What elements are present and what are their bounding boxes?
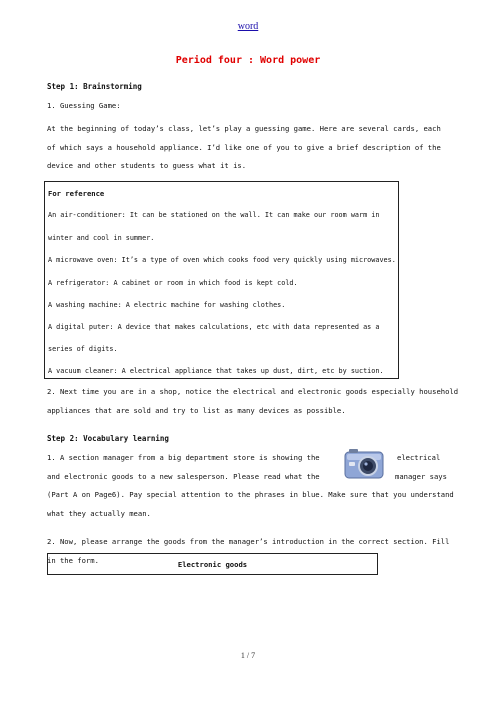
step2-heading: Step 2: Vocabulary learning: [47, 434, 169, 443]
line-part: and electronic goods to a new salesperson. Please read what the: [47, 471, 320, 481]
paragraph-line: what they actually mean.: [47, 508, 151, 518]
step1-item1-label: 1. Guessing Game:: [47, 101, 121, 110]
page-number: 1 / 7: [240, 651, 256, 660]
reference-line: winter and cool in summer.: [48, 234, 155, 242]
step1-item1-paragraph: [47, 120, 449, 176]
paragraph-line: in the form.: [47, 555, 99, 565]
step1-heading: Step 1: Brainstorming: [47, 82, 142, 91]
electronic-goods-table: [47, 553, 378, 575]
reference-line: A vacuum cleaner: A electrical appliance that takes up dust, dirt, etc by suction.: [48, 367, 384, 375]
reference-box: [44, 181, 399, 379]
paragraph-line: of which says a household appliance. I’d like one of you to give a brief description of the: [47, 142, 441, 152]
paragraph-line: appliances that are sold and try to list as many devices as possible.: [47, 405, 346, 415]
paragraph-line: device and other students to guess what it is.: [47, 161, 247, 170]
line-part: 1. A section manager from a big department store is showing the: [47, 453, 320, 462]
table-header: Electronic goods: [177, 560, 248, 569]
paragraph-line: At the beginning of today’s class, let’s play a guessing game. Here are several cards, each: [47, 124, 441, 133]
reference-line: A digital puter: A device that makes calculations, etc with data represented as a: [48, 323, 380, 331]
reference-line: A refrigerator: A cabinet or room in which food is kept cold.: [48, 279, 298, 287]
step1-item2-paragraph: [47, 383, 459, 420]
step2-item1-paragraph: [47, 449, 454, 523]
reference-heading: For reference: [48, 189, 105, 198]
header-link[interactable]: word: [237, 21, 259, 32]
paragraph-line: 2. Next time you are in a shop, notice the electrical and electronic goods especially household: [47, 387, 459, 396]
reference-line: An air-conditioner: It can be stationed on the wall. It can make our room warm in: [48, 211, 380, 219]
paragraph-line: [47, 468, 449, 487]
paragraph-line: 2. Now, please arrange the goods from the manager’s introduction in the correct section. Fill: [47, 537, 450, 546]
reference-line: A microwave oven: It’s a type of oven which cooks food very quickly using microwaves.: [48, 256, 396, 264]
page-title: Period four : Word power: [175, 55, 321, 66]
reference-line: A washing machine: A electric machine for washing clothes.: [48, 301, 286, 309]
digital-camera-icon: [343, 445, 385, 483]
paragraph-line: [47, 449, 449, 468]
line-part: electrical: [397, 453, 441, 462]
paragraph-line: (Part A on Page6). Pay special attention to the phrases in blue. Make sure that you understand: [47, 490, 454, 499]
line-part: manager says: [395, 471, 447, 481]
reference-line: series of digits.: [48, 345, 118, 353]
